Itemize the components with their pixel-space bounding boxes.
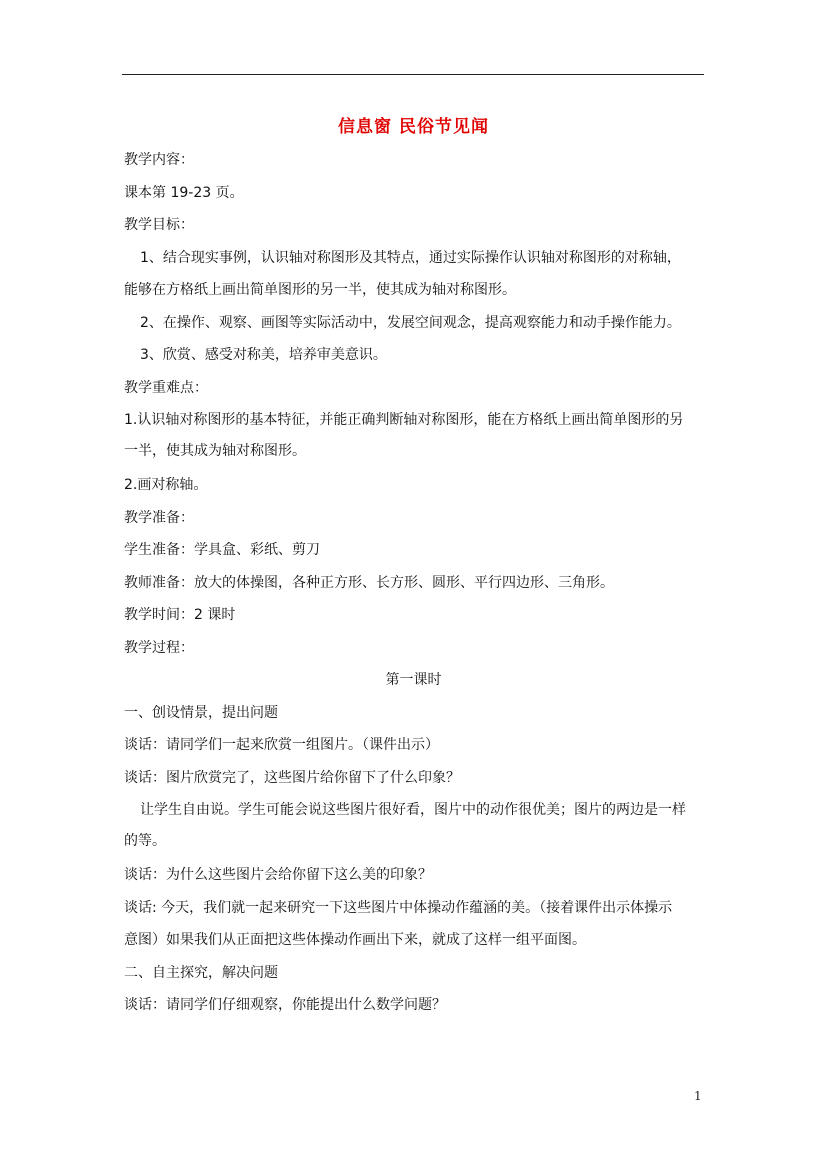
key-point-2: 2.画对称轴。	[124, 477, 208, 493]
document-title: 信息窗 民俗节见闻	[338, 117, 489, 137]
dialogue-1: 谈话：请同学们一起来欣赏一组图片。（课件出示）	[124, 737, 439, 753]
heading-teaching-process: 教学过程：	[124, 640, 194, 656]
paragraph-textbook-pages: 课本第 19-23 页。	[124, 185, 244, 201]
student-response-line-2: 的等。	[124, 833, 166, 849]
dialogue-5: 谈话：请同学们仔细观察，你能提出什么数学问题？	[124, 997, 446, 1013]
student-preparation: 学生准备：学具盒、彩纸、剪刀	[124, 542, 320, 558]
heading-teaching-goals: 教学目标：	[124, 217, 194, 233]
goal-3: 3、欣赏、感受对称美，培养审美意识。	[140, 347, 387, 363]
goal-1-line-1: 1、结合现实事例，认识轴对称图形及其特点，通过实际操作认识轴对称图形的对称轴，	[140, 250, 681, 266]
dialogue-3: 谈话：为什么这些图片会给你留下这么美的印象？	[124, 867, 432, 883]
page-number: 1	[694, 1089, 702, 1103]
step-1-heading: 一、创设情景，提出问题	[124, 705, 278, 721]
step-2-heading: 二、自主探究，解决问题	[124, 965, 278, 981]
teacher-preparation: 教师准备：放大的体操图，各种正方形、长方形、圆形、平行四边形、三角形。	[124, 575, 614, 591]
dialogue-4-line-1: 谈话: 今天，我们就一起来研究一下这些图片中体操动作蕴涵的美。（接着课件出示体操示	[124, 900, 673, 916]
teaching-time: 教学时间：2 课时	[124, 607, 236, 623]
goal-1-line-2: 能够在方格纸上画出简单图形的另一半，使其成为轴对称图形。	[124, 282, 516, 298]
heading-key-points: 教学重难点：	[124, 380, 208, 396]
student-response-line-1: 让学生自由说。学生可能会说这些图片很好看，图片中的动作很优美；图片的两边是一样	[140, 802, 686, 818]
dialogue-4-line-2: 意图）如果我们从正面把这些体操动作画出下来，就成了这样一组平面图。	[124, 932, 586, 948]
key-point-1-line-1: 1.认识轴对称图形的基本特征，并能正确判断轴对称图形，能在方格纸上画出简单图形的另	[124, 412, 684, 428]
heading-preparation: 教学准备：	[124, 510, 194, 526]
header-rule	[122, 74, 704, 75]
key-point-1-line-2: 一半，使其成为轴对称图形。	[124, 443, 306, 459]
heading-teaching-content: 教学内容：	[124, 152, 194, 168]
goal-2: 2、在操作、观察、画图等实际活动中，发展空间观念，提高观察能力和动手操作能力。	[140, 315, 681, 331]
section-first-lesson: 第一课时	[385, 672, 442, 688]
dialogue-2: 谈话：图片欣赏完了，这些图片给你留下了什么印象？	[124, 770, 460, 786]
